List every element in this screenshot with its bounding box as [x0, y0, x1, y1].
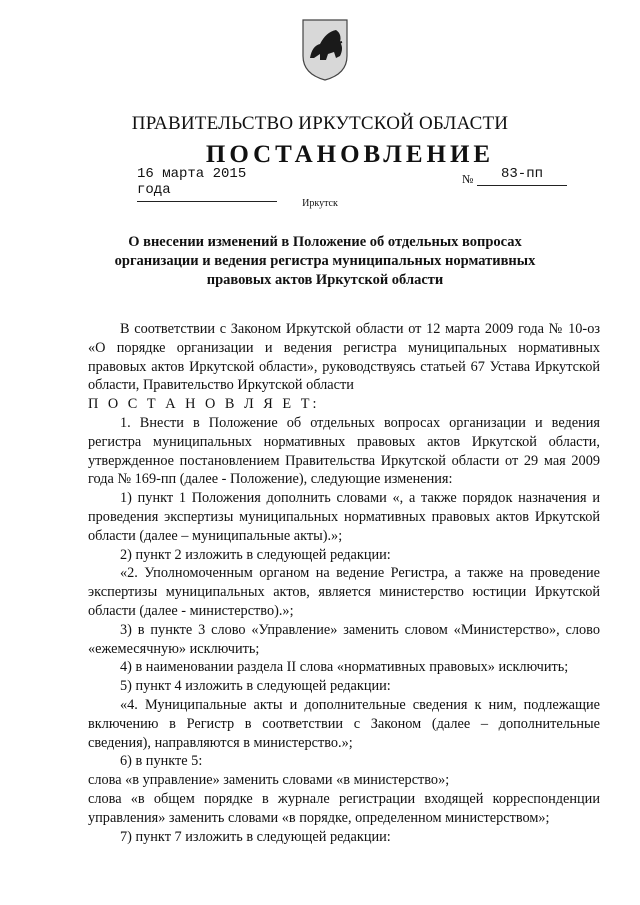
document-type: ПОСТАНОВЛЕНИЕ: [205, 141, 495, 168]
paragraph-subitem-3: 3) в пункте 3 слово «Управление» заменить словом «Министерство», слово «ежемесячную» исключить;: [88, 621, 600, 657]
coat-of-arms-emblem: [300, 18, 350, 82]
paragraph-item-1: 1. Внести в Положение об отдельных вопросах организации и ведения регистра муниципальных нормативных правовых актов Иркутской области, утвержденное постановлением Правительства Иркутской области от 29 мая 2009 года № 169-пп (далее - Положение), следующие изменения:: [88, 414, 600, 488]
government-name: ПРАВИТЕЛЬСТВО ИРКУТСКОЙ ОБЛАСТИ: [131, 113, 509, 134]
city-name: Иркутск: [302, 198, 338, 209]
paragraph-subitem-7: 7) пункт 7 изложить в следующей редакции:: [120, 828, 391, 845]
decree-number: 83-пп: [477, 166, 567, 186]
paragraph-replacement-1: слова «в управление» заменить словами «в министерство»;: [88, 772, 450, 789]
paragraph-subitem-5: 5) пункт 4 изложить в следующей редакции:: [120, 678, 391, 695]
number-sign: №: [462, 172, 474, 186]
paragraph-subitem-6: 6) в пункте 5:: [120, 753, 203, 770]
document-title: О внесении изменений в Положение об отдельных вопросах организации и ведения регистра муниципальных нормативных правовых актов Иркутской области: [114, 234, 536, 288]
document-body: [88, 320, 600, 846]
decree-date: 16 марта 2015 года: [137, 166, 277, 202]
paragraph-subitem-1: 1) пункт 1 Положения дополнить словами «, а также порядок назначения и проведения экспертизы муниципальных нормативных правовых актов Иркутской области (далее – муниципальные акты).»;: [88, 490, 600, 544]
resolves-heading: П О С Т А Н О В Л Я Е Т:: [88, 396, 320, 413]
paragraph-subitem-4: 4) в наименовании раздела II слова «нормативных правовых» исключить;: [120, 659, 569, 676]
paragraph-subitem-2: 2) пункт 2 изложить в следующей редакции:: [120, 546, 391, 563]
paragraph-replacement-2: слова «в общем порядке в журнале регистрации входящей корреспонденции управления» заменить словами «в порядке, определенном министерством»;: [88, 790, 600, 826]
preamble-paragraph: В соответствии с Законом Иркутской области от 12 марта 2009 года № 10-оз «О порядке организации и ведения регистра муниципальных нормативных правовых актов Иркутской области», руководствуясь статьей 67 Устава Иркутской области, Правительство Иркутской области: [88, 321, 600, 394]
paragraph-quote-4: «4. Муниципальные акты и дополнительные сведения к ним, подлежащие включению в Регистр в соответствии с Законом (далее – дополнительные сведения), направляются в министерство.»;: [88, 696, 600, 751]
paragraph-quote-2: «2. Уполномоченным органом на ведение Регистра, а также на проведение экспертизы муниципальных актов, является министерство юстиции Иркутской области (далее - министерство).»;: [88, 565, 600, 619]
